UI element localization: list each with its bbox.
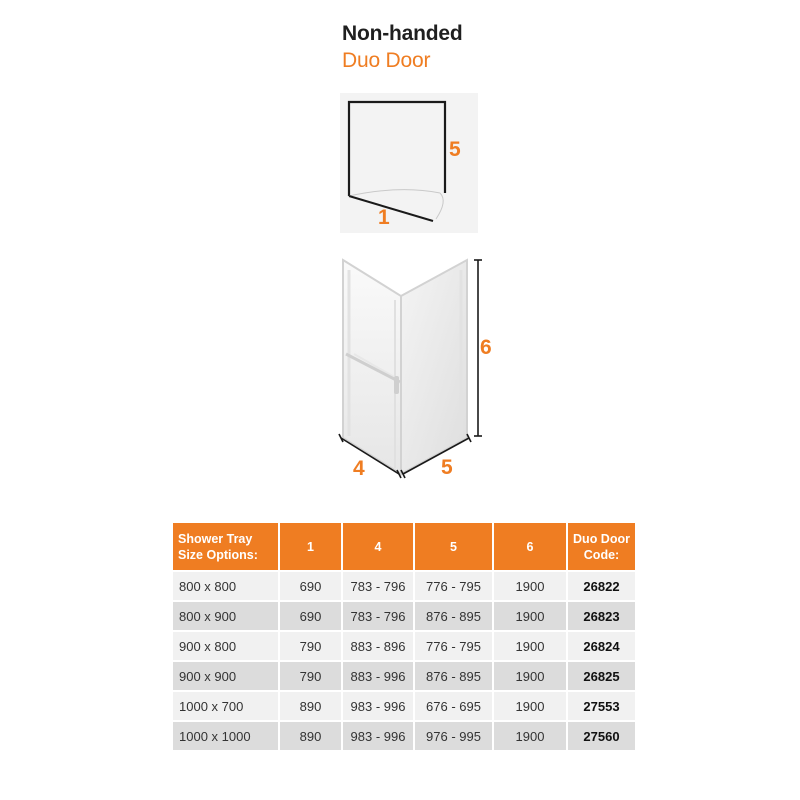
dim-1-cell: 790 — [280, 632, 341, 660]
size-options-table — [171, 521, 637, 752]
table-row — [173, 632, 635, 660]
page-title: Non-handed — [342, 22, 463, 45]
dim-6-cell: 1900 — [494, 692, 566, 720]
dim-6-cell: 1900 — [494, 632, 566, 660]
dim-5-cell: 976 - 995 — [415, 722, 492, 750]
dim-4-cell: 983 - 996 — [343, 692, 413, 720]
table-row — [173, 692, 635, 720]
table-row — [173, 572, 635, 600]
plan-view-drawing — [340, 93, 478, 233]
dim-1-cell: 890 — [280, 722, 341, 750]
table-row — [173, 662, 635, 690]
tray-size-cell: 1000 x 700 — [173, 692, 278, 720]
tray-size-cell: 900 x 800 — [173, 632, 278, 660]
header-door-code: Duo Door Code: — [568, 523, 635, 570]
plan-view-diagram — [340, 93, 478, 233]
dim-4-cell: 883 - 896 — [343, 632, 413, 660]
dim-1-cell: 790 — [280, 662, 341, 690]
plan-side-label: 5 — [449, 138, 461, 161]
door-code-cell: 26822 — [568, 572, 635, 600]
dim-4-cell: 783 - 796 — [343, 572, 413, 600]
height-label: 6 — [480, 336, 492, 359]
enclosure-drawing — [330, 248, 500, 488]
header-tray-size: Shower Tray Size Options: — [173, 523, 278, 570]
dim-5-cell: 776 - 795 — [415, 632, 492, 660]
dim-5-cell: 876 - 895 — [415, 602, 492, 630]
header-dim-1: 1 — [280, 523, 341, 570]
door-code-cell: 26824 — [568, 632, 635, 660]
tray-size-cell: 800 x 900 — [173, 602, 278, 630]
header-dim-6: 6 — [494, 523, 566, 570]
header-dim-4: 4 — [343, 523, 413, 570]
door-code-cell: 27553 — [568, 692, 635, 720]
dim-1-cell: 890 — [280, 692, 341, 720]
dim-5-cell: 676 - 695 — [415, 692, 492, 720]
dim-1-cell: 690 — [280, 602, 341, 630]
header-dim-5: 5 — [415, 523, 492, 570]
dim-6-cell: 1900 — [494, 572, 566, 600]
left-width-label: 4 — [353, 457, 365, 480]
dim-5-cell: 876 - 895 — [415, 662, 492, 690]
dim-4-cell: 983 - 996 — [343, 722, 413, 750]
door-code-cell: 26823 — [568, 602, 635, 630]
page-subtitle: Duo Door — [342, 49, 431, 72]
plan-door-label: 1 — [378, 206, 390, 229]
table-row — [173, 602, 635, 630]
door-code-cell: 26825 — [568, 662, 635, 690]
table-header-row — [173, 523, 635, 570]
door-code-cell: 27560 — [568, 722, 635, 750]
dim-4-cell: 883 - 996 — [343, 662, 413, 690]
dim-4-cell: 783 - 796 — [343, 602, 413, 630]
dim-6-cell: 1900 — [494, 602, 566, 630]
dim-5-cell: 776 - 795 — [415, 572, 492, 600]
tray-size-cell: 1000 x 1000 — [173, 722, 278, 750]
dim-6-cell: 1900 — [494, 662, 566, 690]
right-width-label: 5 — [441, 456, 453, 479]
tray-size-cell: 800 x 800 — [173, 572, 278, 600]
enclosure-elevation-diagram — [330, 248, 500, 488]
dim-6-cell: 1900 — [494, 722, 566, 750]
table-row — [173, 722, 635, 750]
dim-1-cell: 690 — [280, 572, 341, 600]
tray-size-cell: 900 x 900 — [173, 662, 278, 690]
